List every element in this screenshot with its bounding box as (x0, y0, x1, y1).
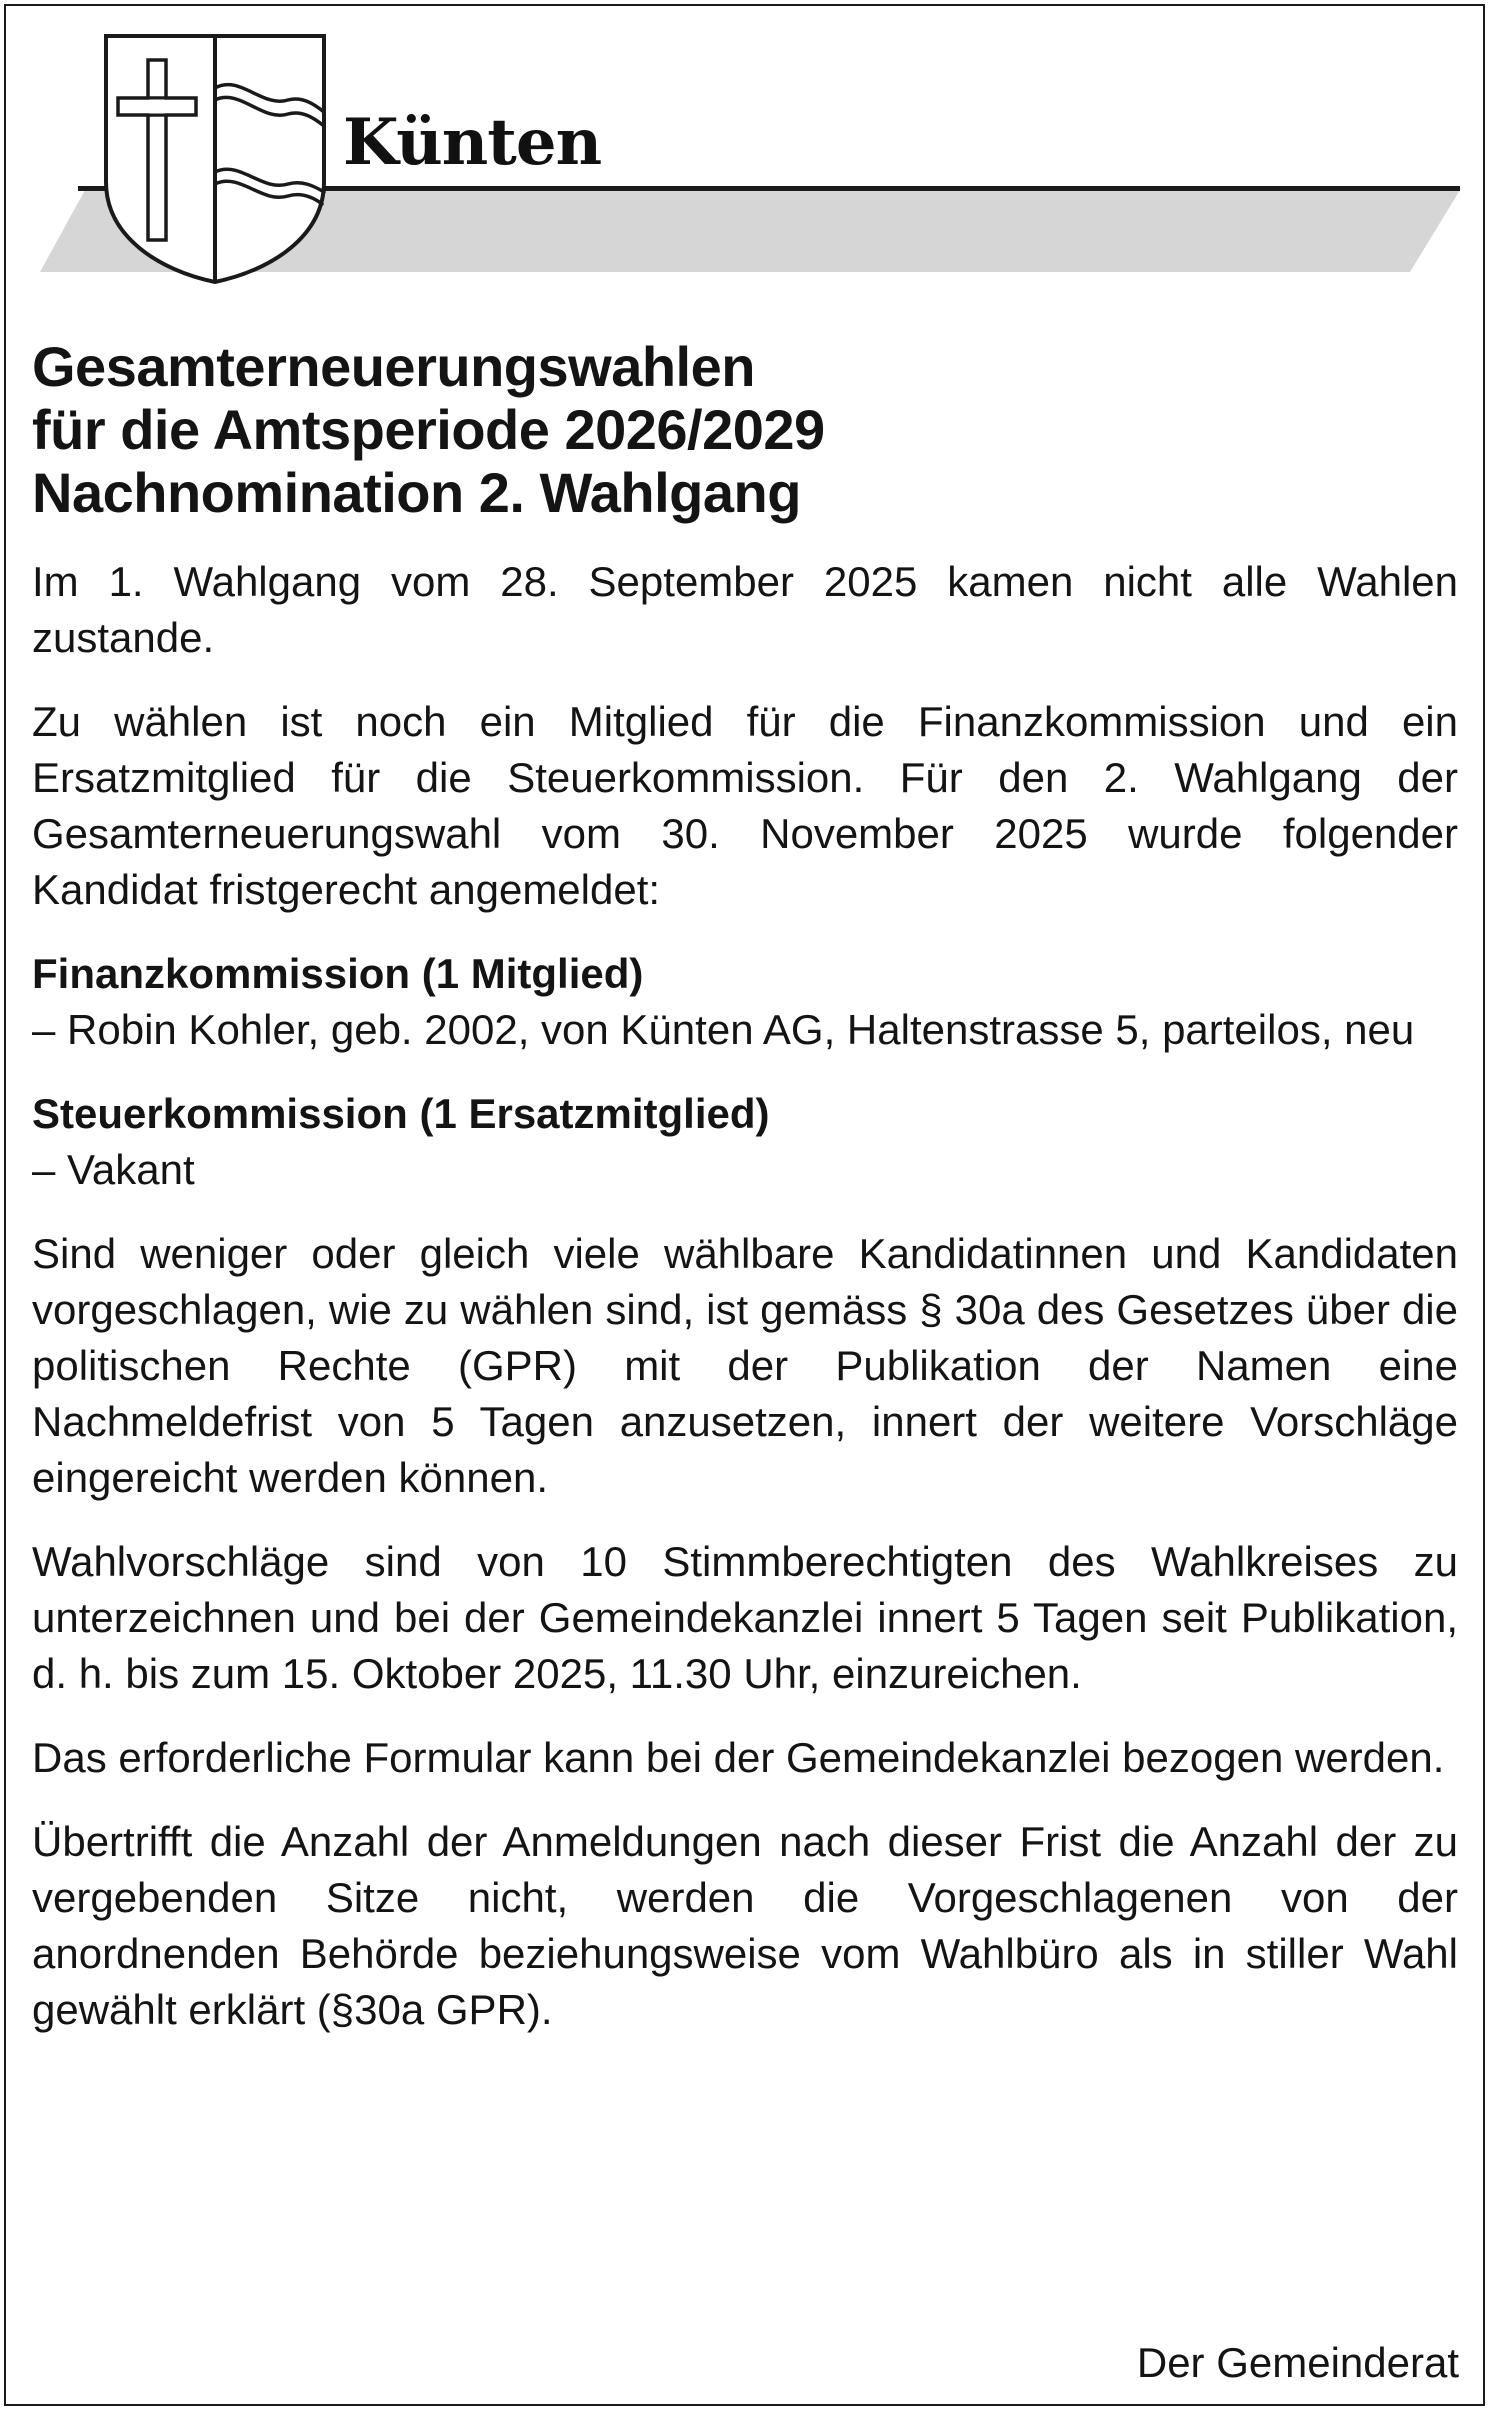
intro-paragraph: Im 1. Wahlgang vom 28. September 2025 kamen nicht alle Wahlen zustande. (32, 558, 1458, 661)
notice-body (32, 335, 1458, 2066)
tax-candidate-entry: – Vakant (32, 1146, 195, 1193)
header-graphic (0, 0, 1491, 290)
section-heading-tax: Steuerkommission (1 Ersatzmitglied) (32, 1090, 770, 1137)
paragraph-silent-election: Übertrifft die Anzahl der Anmeldungen nach dieser Frist die Anzahl der zu vergebenden Sitze nicht, werden die Vorgeschlagenen von der anordnenden Behörde beziehungsweise vom Wahlbüro als in stiller Wahl gewählt erklärt (§30a GPR). (32, 1818, 1458, 2033)
title-line-3: Nachnomination 2. Wahlgang (32, 461, 801, 524)
title-line-2: für die Amtsperiode 2026/2029 (32, 398, 825, 461)
municipality-name: Künten (343, 105, 602, 180)
notice-header (0, 0, 1491, 290)
paragraph-candidates: Zu wählen ist noch ein Mitglied für die Finanzkommission und ein Ersatzmitglied für die Steuerkommission. Für den 2. Wahlgang der Gesamterneuerungswahl vom 30. November 2025 wurde folgender Kandidat fristgerecht angemeldet: (32, 698, 1458, 913)
paragraph-form: Das erforderliche Formular kann bei der Gemeindekanzlei bezogen werden. (32, 1734, 1445, 1781)
finance-candidate-entry: – Robin Kohler, geb. 2002, von Künten AG, Haltenstrasse 5, parteilos, neu (32, 1006, 1415, 1053)
signature: Der Gemeinderat (1136, 2339, 1459, 2386)
paragraph-late-nomination: Sind weniger oder gleich viele wählbare Kandidatinnen und Kandidaten vorgeschlagen, wie zu wählen sind, ist gemäss § 30a des Gesetzes über die politischen Rechte (GPR) mit der Publikation der Namen eine Nachmeldefrist von 5 Tagen anzusetzen, innert der weitere Vorschläge eingereicht werden können. (32, 1230, 1458, 1501)
coat-of-arms-cross-flag-icon (106, 36, 324, 282)
section-heading-finance: Finanzkommission (1 Mitglied) (32, 950, 644, 997)
paragraph-submission: Wahlvorschläge sind von 10 Stimmberechtigten des Wahlkreises zu unterzeichnen und bei der Gemeindekanzlei innert 5 Tagen seit Publikation, d. h. bis zum 15. Oktober 2025, 11.30 Uhr, einzureichen. (32, 1538, 1458, 1697)
title-line-1: Gesamterneuerungswahlen (32, 335, 755, 398)
notice-title (32, 335, 1458, 524)
